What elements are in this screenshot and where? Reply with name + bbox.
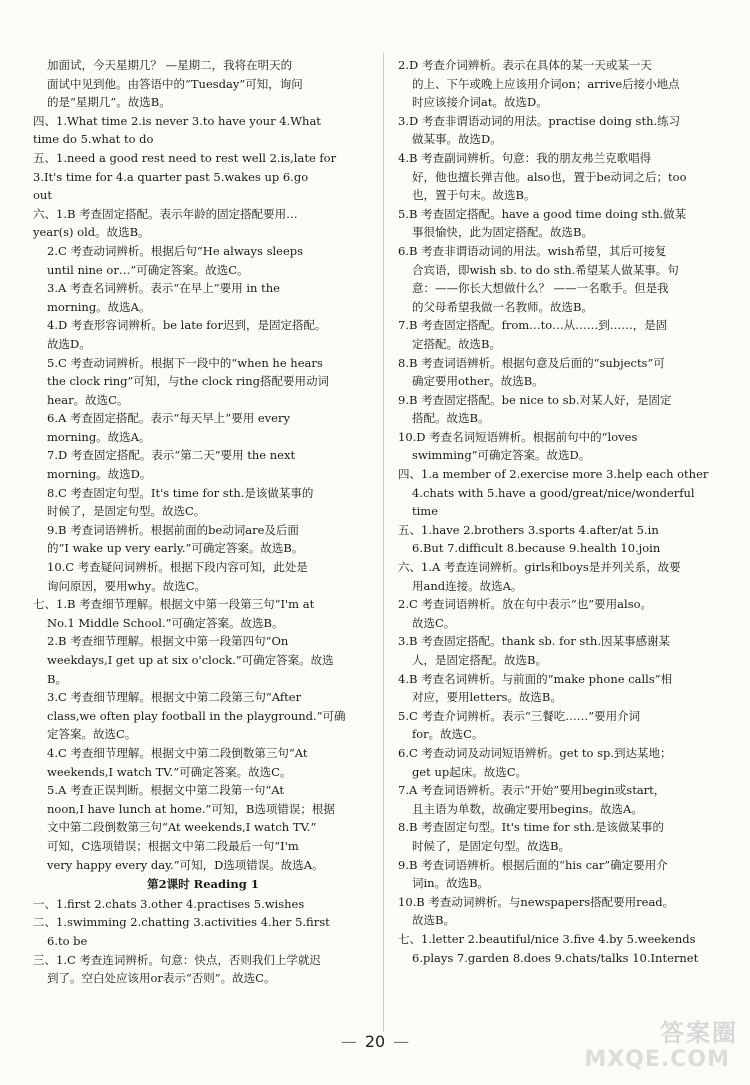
answer-line: B。 (47, 671, 67, 686)
answer-line: morning。故选A。 (47, 299, 151, 314)
lesson-heading: 第2课时 Reading 1 (147, 877, 259, 892)
answer-line: 4.B 考查副词辨析。句意：我的朋友弗兰克歌唱得 (398, 150, 652, 165)
answer-line: 2.B 考查细节理解。根据文中第一段第四句“On (47, 634, 289, 649)
answer-line: 的上、下午或晚上应该用介词on；arrive后接小地点 (412, 76, 680, 91)
answer-line: swimming”可确定答案。故选D。 (412, 448, 591, 463)
answer-line: 五、1.have 2.brothers 3.sports 4.after/at 5.in (398, 522, 659, 537)
answer-line: 时候了，是固定句型。故选B。 (412, 838, 570, 853)
answer-line: 6.C 考查动词及动词短语辨析。get to sp.到达某地； (398, 745, 672, 760)
answer-line: 可知，C选项错误；根据文中第二段最后一句“I'm (47, 838, 299, 853)
answer-line: 5.A 考查正误判断。根据文中第二段第一句“At (47, 783, 285, 798)
answer-line: 2.C 考查动词辨析。根据后句“He always sleeps (47, 243, 304, 258)
answer-line: 7.A 考查词语辨析。表示“开始”要用begin或start， (398, 783, 666, 798)
answer-line: 做某事。故选D。 (412, 132, 502, 147)
answer-line: 七、1.B 考查细节理解。根据文中第一段第三句“I'm at (33, 597, 315, 612)
answer-line: year(s) old。故选B。 (33, 225, 150, 240)
answer-line: No.1 Middle School.”可确定答案。故选B。 (47, 615, 284, 630)
answer-line: 四、1.a member of 2.exercise more 3.help each other (398, 467, 709, 482)
answer-line: 故选C。 (412, 615, 456, 630)
answer-line: hear。故选C。 (47, 392, 129, 407)
answer-line: 合宾语，即wish sb. to do sth.希望某人做某事。句 (412, 262, 679, 277)
answer-line: 5.C 考查介词辨析。表示“三餐吃……”要用介词 (398, 708, 641, 723)
answer-line: 5.B 考查固定搭配。have a good time doing sth.做某 (398, 206, 687, 221)
answer-line: time do 5.what to do (33, 132, 154, 147)
watermark-logo (584, 1011, 744, 1081)
answer-line: out (33, 188, 52, 203)
answer-line: 2.D 考查介词辨析。表示在具体的某一天或某一天 (398, 58, 652, 72)
page-number-text: 20 (364, 1032, 386, 1051)
answer-line: time (412, 504, 439, 519)
answer-line: 二、1.swimming 2.chatting 3.activities 4.her 5.first (33, 915, 330, 930)
answer-line: 意：——你长大想做什么？ ——一名歌手。但是我 (412, 281, 669, 296)
answer-line: 确定要用other。故选B。 (412, 374, 544, 389)
answer-line: 9.B 考查固定搭配。be nice to sb.对某人好，是固定 (398, 392, 672, 407)
answer-line: 故选B。 (412, 913, 455, 928)
answer-line: 7.B 考查固定搭配。from…to…从……到……，是固 (398, 318, 668, 333)
answer-line: morning。故选D。 (47, 467, 152, 482)
answer-line: 4.chats with 5.have a good/great/nice/wonderful (412, 485, 695, 500)
answer-line: 六、1.B 考查固定搭配。表示年龄的固定搭配要用… (33, 206, 298, 221)
answer-line: 6.But 7.difficult 8.because 9.health 10.join (412, 541, 661, 556)
answer-line: 10.B 考查动词辨析。与newspapers搭配要用read。 (398, 894, 675, 909)
answer-line: 7.D 考查固定搭配。表示“第二天”要用 the next (47, 448, 296, 463)
answer-line: 加面试，今天星期几？ —星期二，我将在明天的 (47, 58, 293, 72)
answer-line: 面试中见到他。由答语中的“Tuesday”可知，询问 (47, 76, 303, 91)
answer-line: 人，是固定搭配。故选B。 (412, 653, 547, 667)
answer-line: 且主语为单数，故确定要用begins。故选A。 (412, 801, 643, 816)
answer-line: 10.D 考查名词短语辨析。根据前句中的“loves (398, 429, 638, 444)
answer-line: 四、1.What time 2.is never 3.to have your 4.What (33, 113, 321, 128)
answer-line: get up起床。故选C。 (412, 764, 528, 779)
answer-line: until nine or…”可确定答案。故选C。 (47, 262, 249, 277)
answer-line: 10.C 考查疑问词辨析。根据下段内容可知，此处是 (47, 560, 308, 575)
answer-line: 3.It's time for 4.a quarter past 5.wakes up 6.go (33, 169, 309, 184)
answer-line: morning。故选A。 (47, 429, 151, 444)
answer-line: 8.B 考查词语辨析。根据句意及后面的“subjects”可 (398, 355, 665, 370)
answer-line: 3.B 考查固定搭配。thank sb. for sth.因某事感谢某 (398, 634, 670, 649)
answer-line: 5.C 考查动词辨析。根据下一段中的“when he hears (47, 355, 323, 370)
answer-line: very happy every day.”可知，D选项错误。故选A。 (47, 857, 324, 872)
answer-line: 3.C 考查细节理解。根据文中第二段第三句“After (47, 690, 302, 705)
answer-line: 一、1.first 2.chats 3.other 4.practises 5.wishes (33, 896, 305, 911)
right-column (398, 56, 720, 967)
answer-line: 6.to be (47, 933, 88, 948)
answer-line: 到了。空白处应该用or表示“否则”。故选C。 (47, 971, 276, 986)
answer-line: noon,I have lunch at home.”可知，B选项错误；根据 (47, 801, 335, 816)
answer-line: for。故选C。 (412, 727, 484, 742)
answer-line: 也，置于句末。故选B。 (412, 188, 536, 203)
answer-line: 4.C 考查细节理解。根据文中第二段倒数第三句“At (47, 745, 308, 760)
answer-line: 8.C 考查固定句型。It's time for sth.是该做某事的 (47, 485, 314, 500)
answer-line: 9.B 考查词语辨析。根据后面的“his car”确定要用介 (398, 857, 668, 872)
answer-line: 词in。故选B。 (412, 876, 490, 891)
column-divider (383, 52, 384, 1032)
answer-line: 3.D 考查非谓语动词的用法。practise doing sth.练习 (398, 113, 681, 128)
answer-line: 6.B 考查非谓语动词的用法。wish希望，其后可接复 (398, 243, 667, 258)
answer-line: weekdays,I get up at six o'clock.”可确定答案。故选 (47, 653, 334, 667)
watermark-en: MXQE.COM (584, 1047, 730, 1072)
answer-line: 4.D 考查形容词辨析。be late for迟到，是固定搭配。 (47, 318, 327, 333)
answer-line: 的是“星期几”。故选B。 (47, 95, 171, 110)
answer-line: 6.plays 7.garden 8.does 9.chats/talks 10.Internet (412, 950, 699, 965)
answer-line: 好，他也擅长弹吉他。also也，置于be动词之后；too (412, 169, 687, 184)
page-number: — 20 — (340, 1032, 410, 1051)
answer-line: class,we often play football in the playground.”可确 (47, 708, 346, 723)
answer-line: 七、1.letter 2.beautiful/nice 3.five 4.by 5.weekends (398, 931, 696, 946)
answer-line: 事很愉快，此为固定搭配。故选B。 (412, 225, 593, 240)
answer-line: 对应，要用letters。故选B。 (412, 690, 562, 705)
answer-line: the clock ring”可知，与the clock ring搭配要用动词 (47, 374, 329, 389)
answer-line: 三、1.C 考查连词辨析。句意：快点，否则我们上学就迟 (33, 952, 321, 967)
answer-line: 故选D。 (47, 336, 91, 351)
answer-line: 搭配。故选B。 (412, 411, 490, 426)
answer-line: 的父母希望我做一名教师。故选B。 (412, 299, 593, 314)
answer-line: 2.C 考查词语辨析。放在句中表示“也”要用also。 (398, 597, 653, 612)
answer-line: 9.B 考查词语辨析。根据前面的be动词are及后面 (47, 522, 299, 537)
answer-line: weekends,I watch TV.”可确定答案。故选C。 (47, 764, 292, 779)
answer-line: 3.A 考查名词辨析。表示“在早上”要用 in the (47, 281, 280, 296)
answer-line: 的“I wake up very early.”可确定答案。故选B。 (47, 541, 304, 556)
answer-line: 定答案。故选C。 (47, 727, 137, 742)
answer-line: 8.B 考查固定句型。It's time for sth.是该做某事的 (398, 820, 665, 835)
left-column (33, 56, 373, 988)
answer-line: 用and连接。故选A。 (412, 578, 523, 593)
answer-line: 六、1.A 考查连词辨析。girls和boys是并列关系，故要 (398, 560, 681, 575)
answer-line: 时候了，是固定句型。故选C。 (47, 504, 206, 519)
watermark-cn: 答案圈 (660, 1019, 738, 1047)
answer-line: 时应该接介词at。故选D。 (412, 95, 548, 110)
answer-line: 询问原因，要用why。故选C。 (47, 578, 207, 593)
answer-line: 五、1.need a good rest need to rest well 2.is,late for (33, 150, 337, 165)
answer-line: 定搭配。故选B。 (412, 336, 501, 351)
answer-line: 6.A 考查固定搭配。表示“每天早上”要用 every (47, 411, 290, 426)
answer-line: 4.B 考查名词辨析。与前面的“make phone calls”相 (398, 671, 673, 686)
answer-line: 文中第二段倒数第三句“At weekends,I watch TV.” (47, 820, 317, 835)
